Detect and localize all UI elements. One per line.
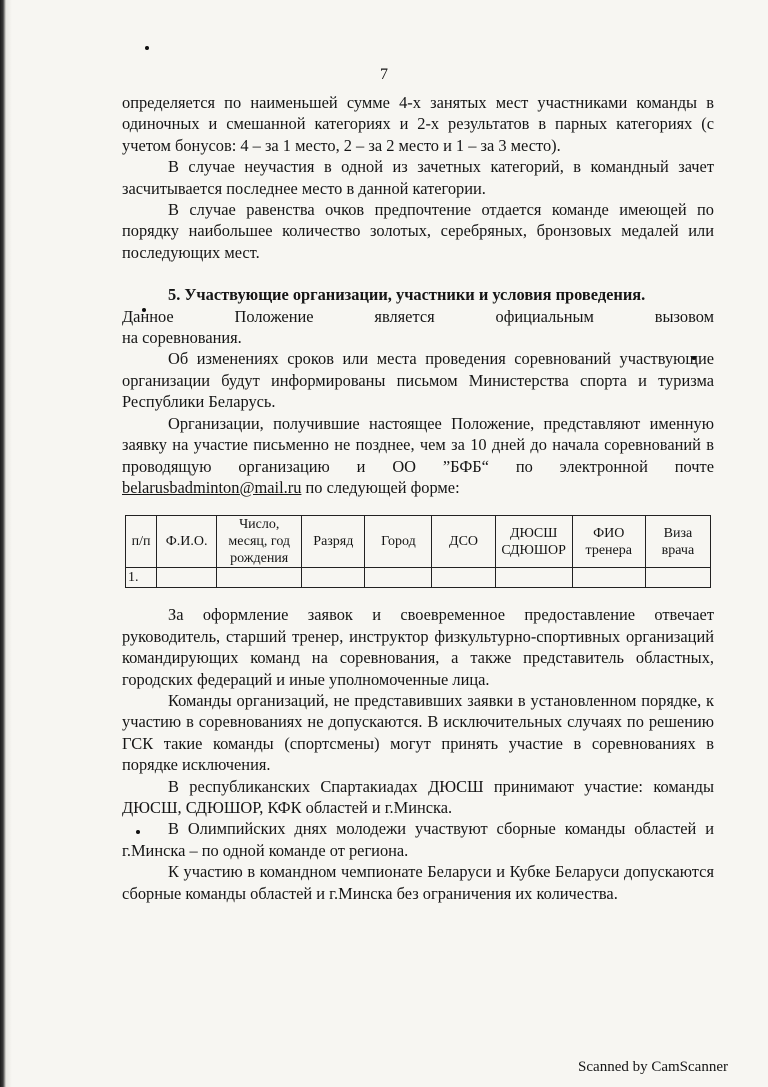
paragraph-championship: К участию в командном чемпионате Беларуси и Кубке Беларуси допускаются сборные команды областей и г.Минска без ограничения их количества. <box>122 862 714 903</box>
document-body <box>122 92 714 904</box>
paragraph-team-scoring: определяется по наименьшей сумме 4-х занятых мест участниками команды в одиночных и смешанной категориях и 2-х результатов в парных категориях (с учетом бонусов: 4 – за 1 место, 2 – за 2 место и 1 – за 3 место). <box>122 93 714 155</box>
column-header-doctor-visa: Виза врача <box>645 516 710 568</box>
table-cell <box>157 568 217 588</box>
word: Данное <box>122 306 174 326</box>
email-link[interactable]: belarusbadminton@mail.ru <box>122 477 302 497</box>
scanner-footer: Scanned by CamScanner <box>578 1059 728 1075</box>
paragraph-olympic-days: В Олимпийских днях молодежи участвуют сборные команды областей и г.Минска – по одной команде от региона. <box>122 819 714 860</box>
paragraph-tie-break: В случае равенства очков предпочтение отдается команде имеющей по порядку наибольшее количество золотых, серебряных, бронзовых медалей или последующих мест. <box>122 200 714 262</box>
table-cell <box>495 568 572 588</box>
application-text-end: по следующей форме: <box>305 477 460 497</box>
application-text: Организации, получившие настоящее Положение, представляют именную заявку на участие письменно не позднее, чем за 10 дней до начала соревнований в проводящую организацию и ОО ”БФБ“ по электронной почте <box>122 413 714 476</box>
column-header-coach: ФИО тренера <box>572 516 645 568</box>
paragraph-official-invitation <box>122 306 714 327</box>
word: официальным <box>495 306 594 326</box>
word: вызовом <box>654 306 714 326</box>
table-cell <box>302 568 365 588</box>
word: Положение <box>234 306 314 326</box>
table-row <box>126 568 711 588</box>
table-cell: 1. <box>126 568 157 588</box>
paragraph-spartakiad: В республиканских Спартакиадах ДЮСШ принимают участие: команды ДЮСШ, СДЮШОР, КФК областей и г.Минска. <box>122 776 714 817</box>
page-number: 7 <box>380 66 388 83</box>
paragraph-official-invitation-end: на соревнования. <box>122 328 242 348</box>
table-cell <box>572 568 645 588</box>
word: является <box>374 306 435 326</box>
column-header-number: п/п <box>126 516 157 568</box>
table-cell <box>365 568 432 588</box>
paragraph-gap <box>122 263 714 284</box>
paragraph-application <box>122 413 714 499</box>
paragraph-responsibility: За оформление заявок и своевременное предоставление отвечает руководитель, старший тренер, инструктор физкультурно-спортивных организаций командирующих команд на соревнования, а также представитель областных, городских федераций и иные уполномоченные лица. <box>122 605 714 689</box>
column-header-rank: Разряд <box>302 516 365 568</box>
column-header-birthdate: Число, месяц, год рождения <box>217 516 302 568</box>
application-form-table <box>125 515 711 588</box>
column-header-dso: ДСО <box>432 516 495 568</box>
scan-speck <box>145 46 149 50</box>
table-cell <box>432 568 495 588</box>
table-header-row <box>126 516 711 568</box>
paragraph-no-application: Команды организаций, не представивших заявки в установленном порядке, к участию в соревнованиях не допускаются. В исключительных случаях по решению ГСК такие команды (спортсмены) могут принять участие в соревнованиях в порядке исключения. <box>122 690 714 775</box>
paragraph-changes-notice: Об изменениях сроков или места проведения соревнований участвующие организации будут информированы письмом Министерства спорта и туризма Республики Беларусь. <box>122 349 714 412</box>
paragraph-non-participation: В случае неучастия в одной из зачетных категорий, в командный зачет засчитывается последнее место в данной категории. <box>122 157 714 198</box>
column-header-city: Город <box>365 516 432 568</box>
table-cell <box>217 568 302 588</box>
table-cell <box>645 568 710 588</box>
column-header-school: ДЮСШ СДЮШОР <box>495 516 572 568</box>
column-header-name: Ф.И.О. <box>157 516 217 568</box>
section-heading: 5. Участвующие организации, участники и условия проведения. <box>168 285 646 305</box>
